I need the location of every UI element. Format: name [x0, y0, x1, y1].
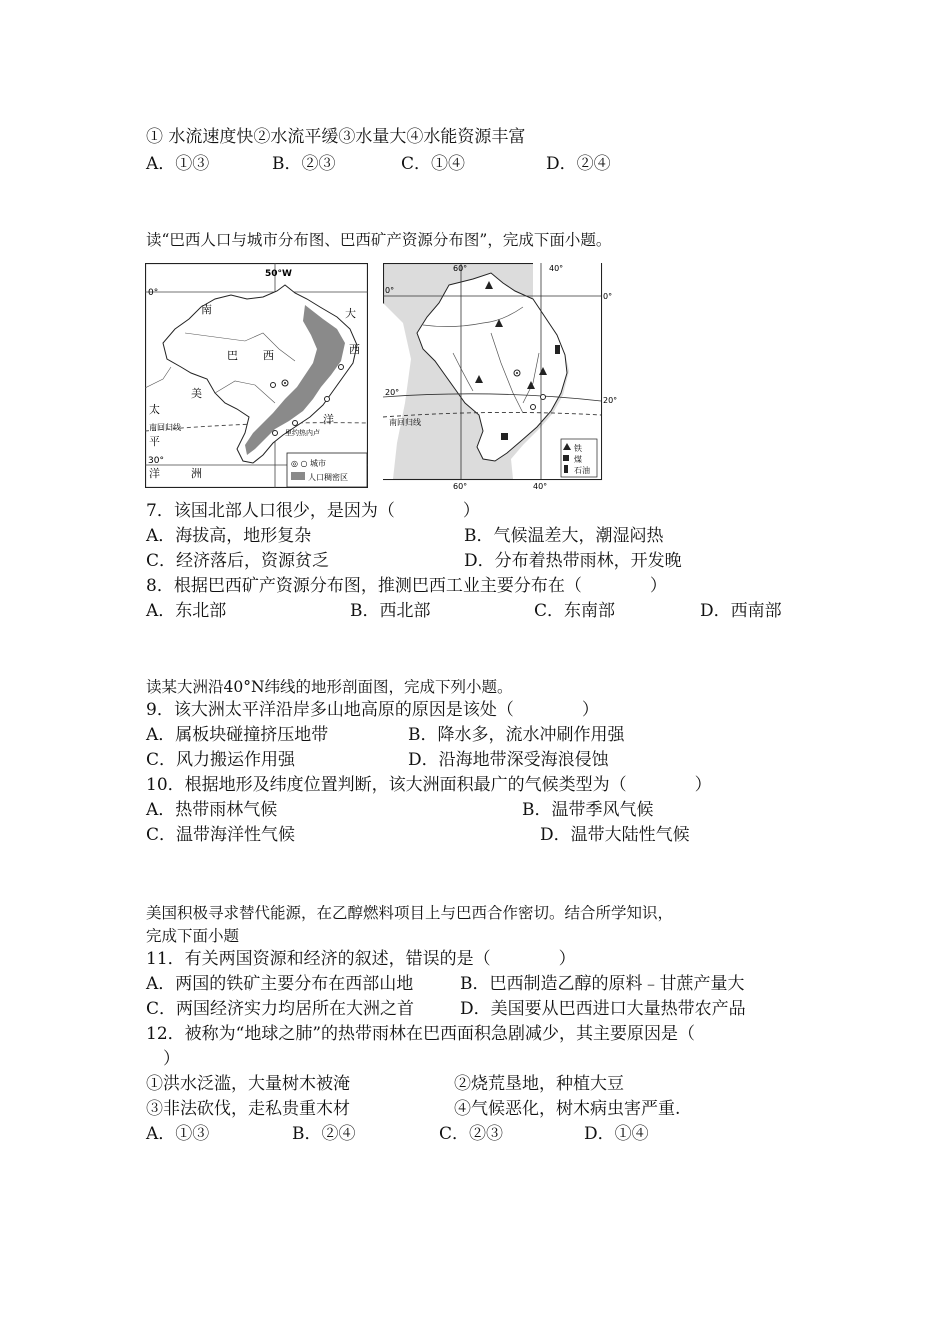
q6-option-d: D．②④ [546, 154, 611, 174]
q8-option-b: B．西北部 [350, 601, 431, 621]
q6-stem: ① 水流速度快②水流平缓③水量大④水能资源丰富 [146, 127, 526, 147]
q8-stem: 8．根据巴西矿产资源分布图，推测巴西工业主要分布在（ ） [146, 576, 667, 596]
country-char-1: 巴 [227, 349, 238, 362]
lat20-right: 20° [603, 396, 618, 405]
q9-option-a: A．属板块碰撞挤压地带 [146, 725, 329, 745]
country-char-2: 西 [263, 349, 274, 362]
legend-dense-swatch [291, 472, 305, 480]
south-label: 南 [201, 303, 212, 316]
lat20-left: 20° [385, 388, 400, 397]
city-name-label: 里约热内卢 [285, 429, 320, 437]
pacific-char-1: 太 [149, 403, 160, 416]
legend-coal: 煤 [574, 455, 582, 464]
q9-option-c: C．风力搬运作用强 [146, 750, 296, 770]
q12-item-3: ③非法砍伐，走私贵重木材 [146, 1099, 350, 1119]
legend-city: ◎ ○ 城市 [291, 459, 327, 468]
lon40-top: 40° [549, 264, 564, 273]
lon60-bottom: 60° [453, 482, 468, 491]
q9-stem: 9．该大洲太平洋沿岸多山地高原的原因是该处（ ） [146, 700, 599, 720]
lon40-bottom: 40° [533, 482, 548, 491]
q7-option-b: B．气候温差大，潮湿闷热 [464, 526, 664, 546]
q11-option-a: A．两国的铁矿主要分布在西部山地 [146, 974, 414, 994]
lon60-top: 60° [453, 264, 468, 273]
q8-option-a: A．东北部 [146, 601, 227, 621]
atlantic-char-1: 大 [345, 307, 356, 320]
q11-option-b: B．巴西制造乙醇的原料﹣甘蔗产量大 [460, 974, 745, 994]
q7-option-c: C．经济落后，资源贫乏 [146, 551, 330, 571]
q7-stem: 7．该国北部人口很少，是因为（ ） [146, 501, 480, 521]
q12-item-2: ②烧荒垦地，种植大豆 [454, 1074, 624, 1094]
atlantic-char-3: 洋 [323, 413, 334, 426]
q7-option-a: A．海拔高，地形复杂 [146, 526, 312, 546]
q6-option-c: C．①④ [401, 154, 466, 174]
q12-option-d: D．①④ [584, 1124, 649, 1144]
intro-ethanol-1: 美国积极寻求替代能源，在乙醇燃料项目上与巴西合作密切。结合所学知识， [146, 904, 674, 922]
q12-option-a: A．①③ [146, 1124, 210, 1144]
lat0-right: 0° [603, 292, 613, 301]
equator-label: 0° [148, 288, 159, 298]
tropic-label-left: 南回归线 [149, 423, 181, 432]
q11-option-d: D．美国要从巴西进口大量热带农产品 [460, 999, 746, 1019]
q10-stem: 10．根据地形及纬度位置判断，该大洲面积最广的气候类型为（ ） [146, 775, 712, 795]
tropic-label-right: 南回归线 [389, 418, 421, 427]
q12-option-c: C．②③ [439, 1124, 504, 1144]
q10-option-b: B．温带季风气候 [522, 800, 654, 820]
lat30-label: 30° [148, 456, 164, 466]
q8-option-c: C．东南部 [534, 601, 616, 621]
coal-marker [501, 433, 508, 440]
population-map-graphic [145, 263, 368, 488]
q12-item-1: ①洪水泛滥，大量树木被淹 [146, 1074, 350, 1094]
legend-iron: 铁 [574, 444, 582, 453]
legend-oil-icon [564, 465, 568, 473]
q6-option-a: A．①③ [146, 154, 210, 174]
q12-stem: 12．被称为“地球之肺”的热带雨林在巴西面积急剧减少，其主要原因是（ [146, 1024, 696, 1044]
brazil-population-map [145, 263, 368, 488]
q9-option-b: B．降水多，流水冲刷作用强 [408, 725, 625, 745]
legend-dense: 人口稠密区 [308, 473, 348, 482]
legend-coal-icon [563, 455, 569, 461]
lat0-left: 0° [385, 286, 395, 295]
q12-option-b: B．②④ [292, 1124, 356, 1144]
minerals-map-graphic [383, 263, 623, 491]
q10-option-c: C．温带海洋性气候 [146, 825, 296, 845]
q10-option-a: A．热带雨林气候 [146, 800, 278, 820]
brazil-minerals-map [383, 263, 623, 491]
q7-option-d: D．分布着热带雨林，开发晚 [464, 551, 682, 571]
q9-option-d: D．沿海地带深受海浪侵蚀 [408, 750, 609, 770]
q11-option-c: C．两国经济实力均居所在大洲之首 [146, 999, 415, 1019]
continent-char-1: 美 [191, 387, 202, 400]
q10-option-d: D．温带大陆性气候 [540, 825, 690, 845]
atlantic-char-2: 西 [349, 343, 360, 356]
continent-char-2: 洲 [191, 467, 202, 480]
legend-oil: 石油 [574, 466, 590, 475]
pacific-char-2: 平 [149, 435, 160, 448]
intro-ethanol-2: 完成下面小题 [146, 927, 240, 945]
q6-option-b: B．②③ [272, 154, 336, 174]
intro-brazil-maps: 读“巴西人口与城市分布图、巴西矿产资源分布图”，完成下面小题。 [146, 231, 612, 249]
meridian-label: 50°W [265, 269, 292, 279]
q11-stem: 11．有关两国资源和经济的叙述，错误的是（ ） [146, 949, 576, 969]
q12-stem-cont: ） [146, 1049, 180, 1069]
oil-marker [555, 345, 560, 354]
q12-item-4: ④气候恶化，树木病虫害严重. [454, 1099, 681, 1119]
pacific-char-3: 洋 [149, 467, 160, 480]
intro-profile: 读某大洲沿40°N纬线的地形剖面图，完成下列小题。 [146, 678, 513, 696]
q8-option-d: D．西南部 [700, 601, 782, 621]
